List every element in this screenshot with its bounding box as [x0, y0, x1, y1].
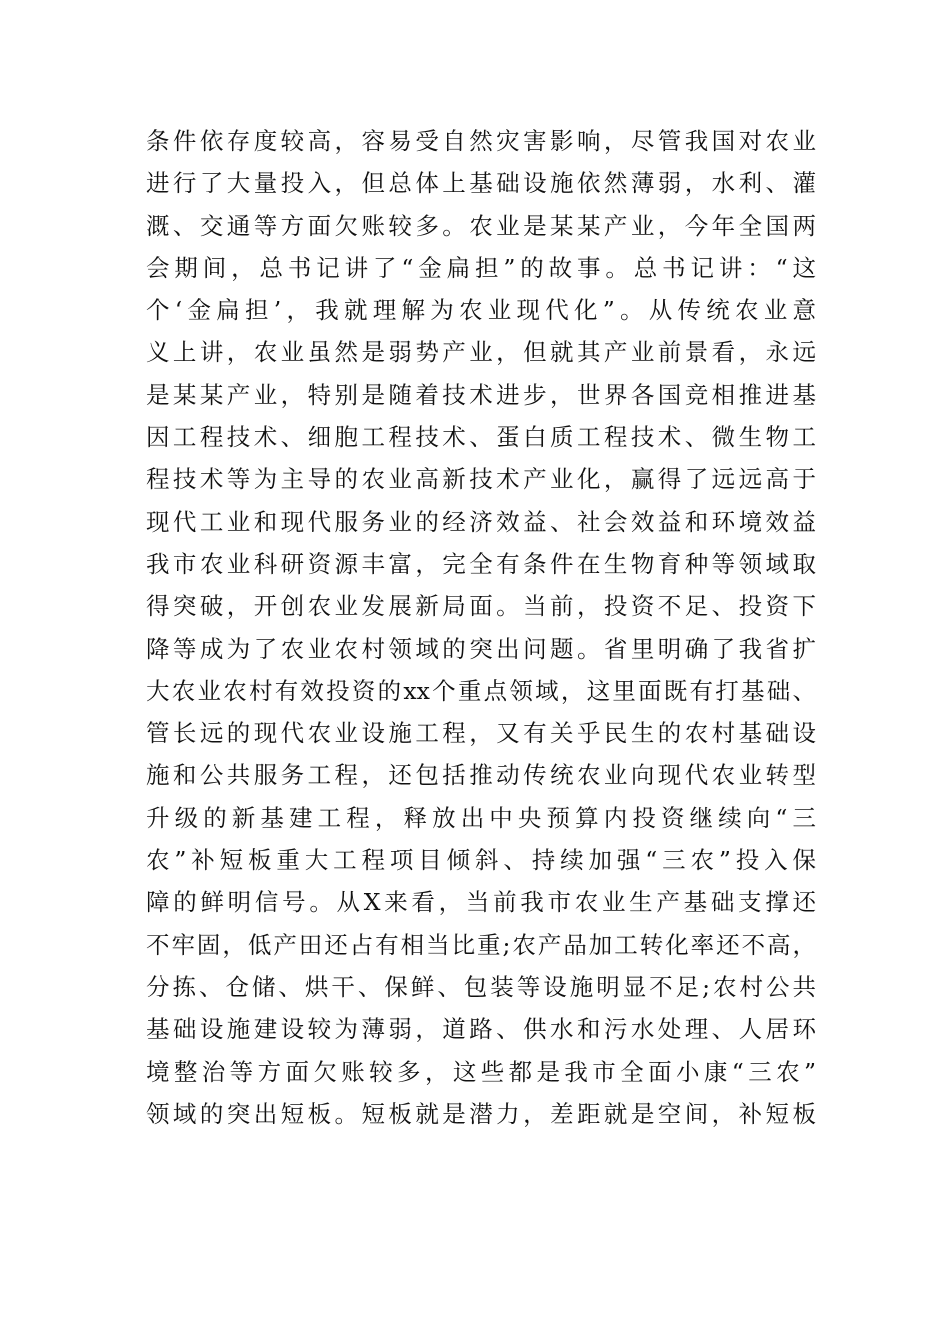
text-line: 会期间，总书记讲了“金扁担”的故事。总书记讲：“这	[146, 253, 816, 282]
text-line: 条件依存度较高，容易受自然灾害影响，尽管我国对农业	[146, 127, 816, 155]
text-line: 障的鲜明信号。从X来看，当前我市农业生产基础支撑还	[146, 888, 816, 917]
text-line: 分拣、仓储、烘干、保鲜、包装等设施明显不足;农村公共	[146, 972, 816, 1001]
text-line: 基础设施建设较为薄弱，道路、供水和污水处理、人居环	[146, 1015, 816, 1044]
text-line: 得突破，开创农业发展新局面。当前，投资不足、投资下	[146, 592, 816, 621]
text-line: 升级的新基建工程，释放出中央预算内投资继续向“三	[146, 803, 816, 832]
text-line: 溉、交通等方面欠账较多。农业是某某产业，今年全国两	[146, 211, 816, 240]
text-line: 个‘金扁担’，我就理解为农业现代化”。从传统农业意	[146, 296, 816, 325]
text-line: 领域的突出短板。短板就是潜力，差距就是空间，补短板	[146, 1099, 816, 1128]
text-line: 降等成为了农业农村领域的突出问题。省里明确了我省扩	[146, 634, 816, 663]
text-line: 管长远的现代农业设施工程，又有关乎民生的农村基础设	[146, 719, 816, 748]
text-line: 现代工业和现代服务业的经济效益、社会效益和环境效益	[146, 507, 816, 536]
text-line: 农”补短板重大工程项目倾斜、持续加强“三农”投入保	[146, 846, 816, 875]
text-line: 进行了大量投入，但总体上基础设施依然薄弱，水利、灌	[146, 169, 816, 198]
text-line: 因工程技术、细胞工程技术、蛋白质工程技术、微生物工	[146, 423, 816, 452]
text-line: 不牢固，低产田还占有相当比重;农产品加工转化率还不高，	[146, 930, 816, 959]
body-paragraph	[146, 120, 816, 1135]
text-line: 施和公共服务工程，还包括推动传统农业向现代农业转型	[146, 761, 816, 790]
text-line: 义上讲，农业虽然是弱势产业，但就其产业前景看，永远	[146, 338, 816, 367]
text-line: 程技术等为主导的农业高新技术产业化，赢得了远远高于	[146, 465, 816, 494]
text-line: 我市农业科研资源丰富，完全有条件在生物育种等领域取	[146, 549, 816, 578]
text-line: 大农业农村有效投资的xx个重点领域，这里面既有打基础、	[146, 676, 816, 705]
text-line: 是某某产业，特别是随着技术进步，世界各国竞相推进基	[146, 380, 816, 409]
text-line: 境整治等方面欠账较多，这些都是我市全面小康“三农”	[146, 1057, 816, 1086]
